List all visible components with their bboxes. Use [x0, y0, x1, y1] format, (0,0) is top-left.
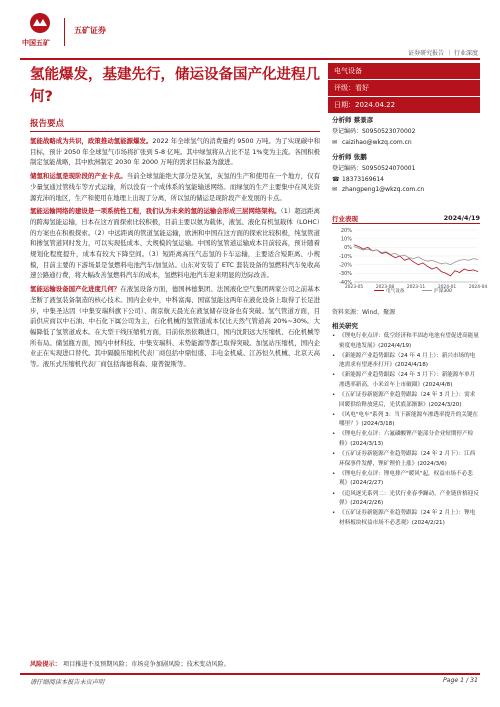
analyst-2-reg: 登记编码：S0950524070001: [332, 165, 416, 172]
analyst-2-name: 分析师 张鹏: [332, 153, 367, 161]
related-research-item[interactable]: • 《锂电行业点评：锂电排产"暖风"起，权益市场不必悲观》(2024/2/27): [332, 470, 480, 489]
legend-label: 电气设备: [386, 289, 405, 294]
analyst-1-email-row: [332, 138, 480, 149]
date-row: [328, 97, 480, 114]
x-tick-label: 2023-05: [344, 285, 364, 290]
trend-date: 2024/4/19: [443, 214, 480, 222]
paragraph-1-text: 2022 年全球氢气的消费量约 9500 万吨。为了实现碳中和目标，预计 2050 年全球氢气市场将扩张到 5-8 亿吨。其中绿氢将从占比不足 1%变为主流。各国积极制定氢能战略，其中欧洲制定 2030 年 2000 万吨的需求目标最为激进。: [30, 137, 321, 167]
series-line: [354, 247, 478, 265]
y-tick-label: -10%: [339, 253, 352, 260]
report-title: 氢能爆发，基建先行，储运设备国产化进程几何?: [30, 67, 320, 105]
date-value: 2024.04.22: [355, 101, 396, 109]
rating-value: 看好: [355, 84, 369, 92]
related-research-item[interactable]: • 《追风逐光系列二：光伏行业春季躁动，产业链价格迎反弹》(2024/2/26): [332, 490, 480, 509]
group-name: 中国五矿: [22, 39, 50, 47]
securities-name: 五矿证券: [74, 26, 106, 35]
paragraph-2-text: 当前全球氢能绝大部分是灰氢，灰氢的生产和使用在一个地方，仅有少量氢通过管线车等方式运输，所以没有一个成体系的氢能输送网络。而绿氢的生产主要集中在风光资源充沛的地区，生产和使用在地理上出现了分离，所以氢的储运是现阶段产业发展的卡点。: [30, 172, 321, 202]
x-tick-label: 2024-04: [468, 285, 488, 290]
related-research-item[interactable]: • 《锂电行业点评：六氟磷酸锂产能部分企业短期停产检修》(2024/3/13): [332, 430, 480, 449]
analyst-2-phone: 18373169614: [342, 175, 384, 183]
related-research-item[interactable]: • 《锂电行业点评：低空经济和半固态电池有望促进高能量密度电池发展》(2024/4/19): [332, 332, 480, 351]
analyst-2-phone-row: [332, 175, 480, 186]
report-highlights-heading: 报告要点: [30, 119, 65, 129]
paragraph-3: [30, 206, 320, 281]
related-research-item[interactable]: • 《新能源产业趋势跟踪（24 年 4 月上）：新兴市场的电池需求有望逐步打开》(2024/4/18): [332, 352, 480, 371]
paragraph-3-highlight: 氢能运输网络的建设是一项系统性工程，我们认为未来的氢的运输会形成三层网络架构。: [30, 207, 281, 216]
x-tick-label: 2024-01: [437, 285, 457, 290]
rating-box: [328, 63, 480, 114]
risk-text: 项目推进不及预期风险；市场竞争加剧风险；技术变动风险。: [62, 661, 230, 668]
y-tick-label: -30%: [339, 271, 352, 278]
related-research-item[interactable]: • 《五矿证券新能源产业趋势跟踪（24 年 2 月上）：锂电材料板块权益市场不必悲观》(2024/2/21): [332, 509, 480, 528]
paragraph-1-highlight: 氢能战略成为共识，政策推动氢能源爆发。: [30, 137, 153, 145]
industry-row: 电气设备: [328, 63, 480, 80]
y-tick-label: 0%: [344, 245, 352, 252]
related-research-item[interactable]: • 《五矿证券新能源产业趋势跟踪（24 年 2 月下）：江西环保事件发酵，锂矿锂价上涨》(2024/3/6): [332, 450, 480, 469]
y-tick-label: -20%: [339, 262, 352, 269]
paragraph-4-text: 在液氢设备方面，德国林德集团、法国液化空气集团两家公司之前基本垄断了液氢装备制造的核心技术。国内企业中，中科富海、国富氢能这两年在液化设备上取得了长足进步，中集圣达因（中集安瑞科旗下公司）、南京航天晨光在液氢储存设备也有突破。氢气管道方面，目前供应商以中石油、中石化下属公司为主，石化机械的氢管道成本仅比天然气管道高 20%~30%。大幅降低了氢管道成本。在大型干线压缩机方面，目前依然依赖进口，国内沈阳远大压缩机、石化机械等所布局。储氢瓶方面，国内中材科技、中集安瑞科、未势能源等都已取得突破。加氢站压缩机，国内企业正在实现进口替代。其中隔膜压缩机代表厂商包括中鼎恒盛、丰电金机威、江苏恒久机械、北京天高等。液压式压缩机代表厂商包括海德利森、康普锐斯等。: [30, 285, 321, 369]
analyst-2-email[interactable]: zhangpeng1@wkzq.com.cn: [342, 186, 425, 193]
header-divider: [20, 58, 480, 60]
chart-source: 资料来源：Wind，聚源: [332, 309, 396, 316]
related-research-list: [332, 332, 480, 529]
footer-divider: [20, 673, 480, 675]
risk-warning: [30, 659, 480, 668]
paragraph-3-text: （1）超远距离的跨海氢能运输，日本在这方面探索比较积极，目前主要以氨为载体，液氢、液化有机氢载体（LOHC）的方案也在积极探索。（2）中远距离的管道氢能运输，欧洲和中国在这方面的探索比较积极，纯氢管道和掺氢管道同时发力，可以实现低成本、大规模的氢运输。中国的氢管道运输成本目前较高，预计随着规划化程度提升，成本有较大下降空间。（3）短距离高压气态氢的卡车运输，主要适合短距离、小规模，目前主要的下游场景是氢燃料电池汽车/加氢站。山东对安装了 ETC 套装设备的氢燃料汽车免收高速公路通行费，将大幅改善氢燃料汽车的成本，氢燃料电池汽车迎来明显的边际改善。: [30, 207, 320, 280]
minmetals-logo-icon: [28, 12, 52, 34]
page-number: Page 1 / 31: [442, 677, 478, 684]
date-label: 日期：: [334, 101, 355, 109]
related-research-heading: 相关研究: [332, 322, 358, 330]
related-research-item[interactable]: • 《风电"电车"系列 3：当下新能源车渗透率提升的关键在哪里？》(2024/3/18): [332, 411, 480, 430]
company-logo: [20, 10, 150, 48]
analyst-1-reg: 登记编码：S0950523070002: [332, 128, 416, 135]
report-type: 证券研究报告 ｜ 行业深度: [408, 50, 478, 57]
rating-row: [328, 80, 480, 97]
logo-divider: [64, 18, 65, 46]
analyst-info: [332, 115, 480, 196]
footer-disclaimer: 请仔细阅读本报告末页声明: [30, 679, 105, 686]
related-research-item[interactable]: • 《五矿证券新能源产业趋势跟踪（24 年 3 月上）：需求回暖供给释放延后，光伏底部渐渐》(2024/3/20): [332, 391, 480, 410]
y-tick-label: -40%: [339, 279, 352, 286]
y-tick-label: 20%: [340, 227, 352, 234]
analyst-1-name: 分析师 蔡景彦: [332, 116, 374, 124]
legend-label: 沪深300: [434, 289, 452, 294]
email-icon: ✉: [332, 138, 338, 146]
y-tick-label: 10%: [340, 236, 352, 243]
phone-icon: ☎: [332, 175, 340, 183]
industry-trend-chart: [332, 226, 488, 296]
paragraph-1: [30, 136, 320, 168]
paragraph-2-highlight: 储氢和运氢是现阶段的产业卡点。: [30, 172, 127, 181]
highlights-divider: [30, 131, 320, 132]
risk-label: 风险提示：: [30, 661, 61, 668]
trend-label: 行业表现: [332, 215, 358, 223]
paragraph-4-highlight: 氢能运输设备国产化进度几何？: [30, 285, 121, 294]
email-icon: ✉: [332, 186, 338, 193]
paragraph-4: [30, 284, 320, 370]
related-research-item[interactable]: • 《新能源产业趋势跟踪（24 年 3 月下）：新能源车单月渗透率新高，小米首车上市破圈》(2024/4/8): [332, 371, 480, 390]
x-tick-label: 2023-08: [375, 285, 395, 290]
analyst-1-email[interactable]: caizihao@wkzq.com.cn: [342, 138, 412, 146]
industry-trend-header: [332, 212, 480, 224]
analyst-2-email-row: [332, 185, 480, 196]
rating-label: 评级：: [334, 84, 355, 92]
paragraph-2: [30, 171, 320, 203]
report-body: [30, 136, 320, 373]
x-tick-label: 2023-11: [406, 285, 426, 290]
